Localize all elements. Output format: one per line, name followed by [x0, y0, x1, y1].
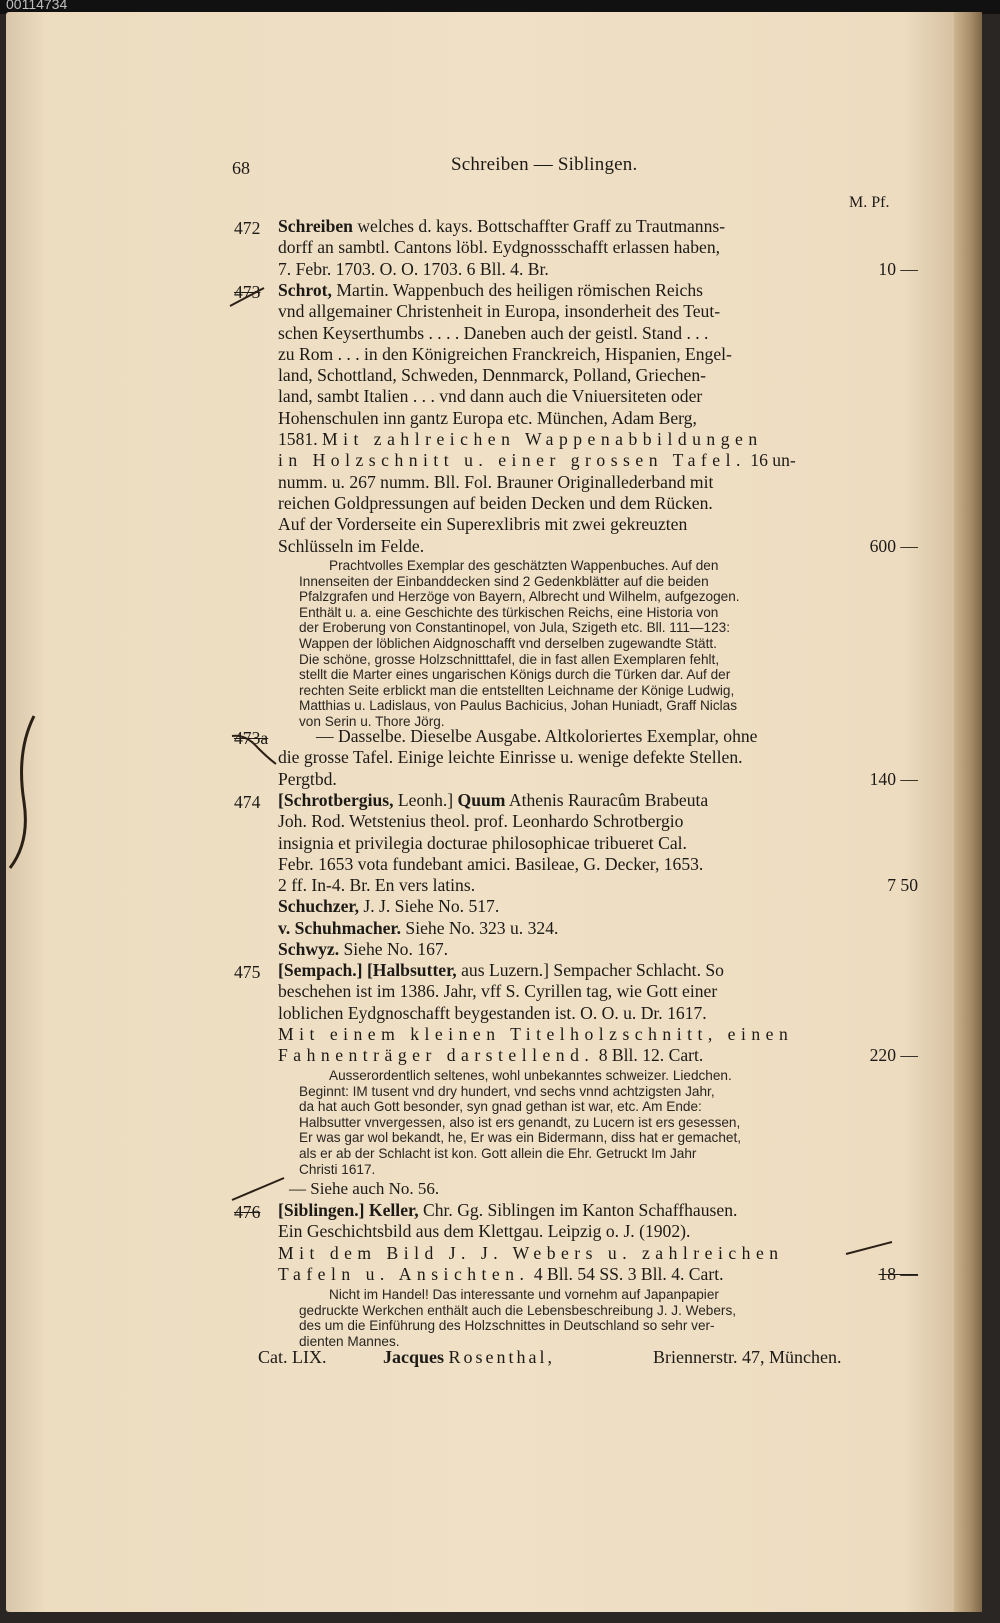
entry-text: welches d. kays. Bottschaffter Graff zu Trautmanns- [352, 216, 726, 236]
entry-number-474: 474 [234, 792, 261, 812]
note-line: Er was gar wol bekandt, he, Er was ein Bidermann, diss hat er gemachet, [299, 1130, 742, 1146]
entry-note-475 [299, 1068, 916, 1177]
entry-spaced-text: Fahnenträger darstellend. [278, 1045, 595, 1066]
cross-reference-475: — Siehe auch No. 56. [289, 1179, 440, 1198]
pencil-tick-mark [228, 284, 268, 310]
entry-474 [278, 790, 918, 960]
entry-title-word: Quum [457, 790, 506, 810]
entry-note-476 [299, 1287, 916, 1349]
entry-price: 10 — [878, 258, 918, 279]
entry-author: [Sempach.] [Halbsutter, [278, 960, 457, 980]
entry-number-472: 472 [234, 218, 261, 238]
note-line: als er ab der Schlacht ist kon. Gott allein die Ehr. Getruckt Im Jahr [299, 1145, 697, 1161]
entry-text: Athenis Rauracûm Brabeuta [505, 790, 709, 810]
entry-text: aus Luzern.] Sempacher Schlacht. So [456, 960, 724, 980]
publisher-first-name: Jacques [383, 1347, 449, 1367]
pencil-bracket-mark [228, 730, 278, 770]
entry-text: land, sambt Italien . . . vnd dann auch die Vniuersiteten oder [278, 386, 703, 407]
running-title: Schreiben — Siblingen. [451, 154, 638, 175]
cross-reference-text: Siehe No. 167. [339, 939, 449, 960]
entry-text: Schlüsseln im Felde. [278, 535, 425, 556]
note-line: Halbsutter vnvergessen, also ist ers genandt, zu Lucern ist ers gesessen, [299, 1114, 741, 1130]
margin-bracket-mark [6, 712, 42, 872]
entry-author: [Schrotbergius, [278, 790, 394, 810]
entry-text: die grosse Tafel. Einige leichte Einrisse u. wenige defekte Stellen. [278, 747, 743, 768]
entry-number-473: 473 [234, 282, 261, 302]
entry-number-475: 475 [234, 962, 261, 982]
note-line: Enthält u. a. eine Geschichte des türkischen Reichs, eine Historia von [299, 604, 719, 620]
entry-text: Auf der Vorderseite ein Superexlibris mit zwei gekreuzten [278, 514, 688, 535]
note-line: Prachtvolles Exemplar des geschätzten Wappenbuches. Auf den [329, 558, 719, 573]
cross-reference: Schuchzer, [278, 896, 359, 917]
catalogue-number: Cat. LIX. [258, 1347, 327, 1367]
entry-spaced-text: in Holzschnitt u. einer grossen Tafel. [278, 450, 746, 471]
entry-price: 7 50 [887, 875, 918, 896]
entry-text: 7. Febr. 1703. O. O. 1703. 6 Bll. 4. Br. [278, 258, 549, 279]
entry-text: reichen Goldpressungen auf beiden Decken und dem Rücken. [278, 492, 713, 513]
note-line: Ausserordentlich seltenes, wohl unbekanntes schweizer. Liedchen. [329, 1068, 732, 1083]
note-line: Die schöne, grosse Holzschnitttafel, die in fast allen Exemplaren fehlt, [299, 651, 720, 667]
scan-id: 00114734 [6, 0, 68, 12]
entry-text: 1581. [278, 429, 322, 450]
currency-heading: M. Pf. [849, 194, 890, 211]
note-line: des um die Einführung des Holzschnittes in Deutschland so sehr ver- [299, 1318, 715, 1334]
entry-number-473a: 473a [234, 728, 269, 748]
entry-text: 2 ff. In-4. Br. En vers latins. [278, 875, 476, 896]
publisher-address: Briennerstr. 47, München. [653, 1347, 842, 1367]
entry-price: 220 — [869, 1045, 918, 1066]
note-line: Wappen der löblichen Aidgnoschafft vnd derselben zugewandte Stätt. [299, 635, 717, 651]
entry-text: 4 Bll. 54 SS. 3 Bll. 4. Cart. [529, 1263, 724, 1284]
entry-text: Martin. Wappenbuch des heiligen römischen Reichs [331, 280, 703, 300]
note-line: Nicht im Handel! Das interessante und vornehm auf Japanpapier [329, 1287, 719, 1302]
pencil-strike-mark [844, 1238, 894, 1258]
cross-reference: v. Schuhmacher. [278, 917, 402, 938]
entry-text: Ein Geschichtsbild aus dem Klettgau. Leipzig o. J. (1902). [278, 1221, 691, 1242]
note-line: da hat auch Gott besonder, syn gnad gethan ist war, etc. Am Ende: [299, 1099, 702, 1115]
note-line: der Eroberung von Constantinopel, von Jula, Szigeth etc. Bll. 111—123: [299, 620, 730, 636]
entry-text: Leonh.] [393, 790, 458, 810]
entry-number-476: 476 [234, 1202, 261, 1222]
entry-text: dorff an sambtl. Cantons löbl. Eydgnossschafft erlassen haben, [278, 237, 721, 258]
entry-price: 140 — [869, 768, 918, 789]
entry-text: insignia et privilegia docturae philosophicae tribueret Cal. [278, 832, 687, 853]
note-line: rechten Seite erblickt man die entstellten Leichname der Könige Ludwig, [299, 682, 735, 698]
entry-author: Schrot, [278, 280, 332, 300]
entry-price: 18 — [878, 1263, 918, 1284]
entry-475 [278, 960, 918, 1066]
note-line: stellt die Marter eines ungarischen Königs durch die Türken dar. Auf der [299, 667, 731, 683]
note-line: Christi 1617. [299, 1161, 376, 1177]
cross-reference-text: Siehe No. 323 u. 324. [401, 917, 559, 938]
entry-text: 16 un- [745, 450, 796, 471]
entry-text: loblichen Eydgnoschafft beygestanden ist. O. O. u. Dr. 1617. [278, 1002, 707, 1023]
publisher-surname: Rosenthal, [448, 1347, 556, 1367]
entry-text: Pergtbd. [278, 768, 337, 789]
book-spine [954, 12, 982, 1612]
entry-text: Joh. Rod. Wetstenius theol. prof. Leonhardo Schrotbergio [278, 811, 684, 832]
note-line: Matthias u. Ladislaus, von Paulus Bachicius, Johan Huniadt, Graff Niclas [299, 698, 738, 714]
entry-text: schen Keyserthumbs . . . . Daneben auch der geistl. Stand . . . [278, 322, 709, 343]
note-line: gedruckte Werkchen enthält auch die Lebensbeschreibung J. J. Webers, [299, 1302, 737, 1318]
entry-text: 8 Bll. 12. Cart. [594, 1045, 704, 1066]
note-line: dienten Mannes. [299, 1333, 400, 1349]
entry-473a [278, 726, 918, 790]
entry-text: Chr. Gg. Siblingen im Kanton Schaffhausen. [418, 1200, 738, 1220]
page-number: 68 [232, 158, 250, 178]
entry-note-473 [299, 558, 916, 730]
entry-text: — Dasselbe. Dieselbe Ausgabe. Altkoloriertes Exemplar, ohne [316, 726, 758, 746]
catalogue-page [6, 12, 982, 1612]
entry-spaced-text: Mit einem kleinen Titelholzschnitt, einen [278, 1023, 794, 1044]
cross-reference: Schwyz. [278, 939, 340, 960]
cross-reference-text: J. J. Siehe No. 517. [358, 896, 500, 917]
entry-476 [278, 1200, 918, 1285]
entry-spaced-text: Mit dem Bild J. J. Webers u. zahlreichen [278, 1242, 784, 1263]
note-line: von Serin u. Thore Jörg. [299, 713, 445, 729]
entry-472 [278, 216, 918, 280]
page-header [6, 152, 982, 182]
entry-text: Hohenschulen inn gantz Europa etc. München, Adam Berg, [278, 407, 697, 428]
entry-author: [Siblingen.] Keller, [278, 1200, 419, 1220]
entry-473 [278, 280, 918, 557]
publisher [383, 1347, 555, 1368]
entry-text: vnd allgemainer Christenheit in Europa, insonderheit des Teut- [278, 301, 721, 322]
entry-text: Febr. 1653 vota fundebant amici. Basileae, G. Decker, 1653. [278, 853, 704, 874]
entry-text: land, Schottland, Schweden, Dennmarck, Polland, Griechen- [278, 365, 706, 386]
entry-text: zu Rom . . . in den Königreichen Franckreich, Hispanien, Engel- [278, 343, 732, 364]
entry-spaced-text: Mit zahlreichen Wappenabbildungen [321, 429, 763, 450]
note-line: Beginnt: IM tusent vnd dry hundert, vnd sechs vnnd achtzigsten Jahr, [299, 1083, 715, 1099]
pencil-tick-mark [228, 1174, 288, 1204]
note-line: Innenseiten der Einbanddecken sind 2 Gedenkblätter auf die beiden [299, 573, 709, 589]
entry-text: beschehen ist im 1386. Jahr, vff S. Cyrillen tag, wie Gott einer [278, 981, 718, 1002]
note-line: Pfalzgrafen und Herzöge von Bayern, Albrecht und Wilhelm, aufgezogen. [299, 589, 740, 605]
entry-spaced-text: Tafeln u. Ansichten. [278, 1263, 530, 1284]
entry-price: 600 — [869, 535, 918, 556]
entry-text: numm. u. 267 numm. Bll. Fol. Brauner Originallederband mit [278, 471, 714, 492]
entry-author: Schreiben [278, 216, 353, 236]
